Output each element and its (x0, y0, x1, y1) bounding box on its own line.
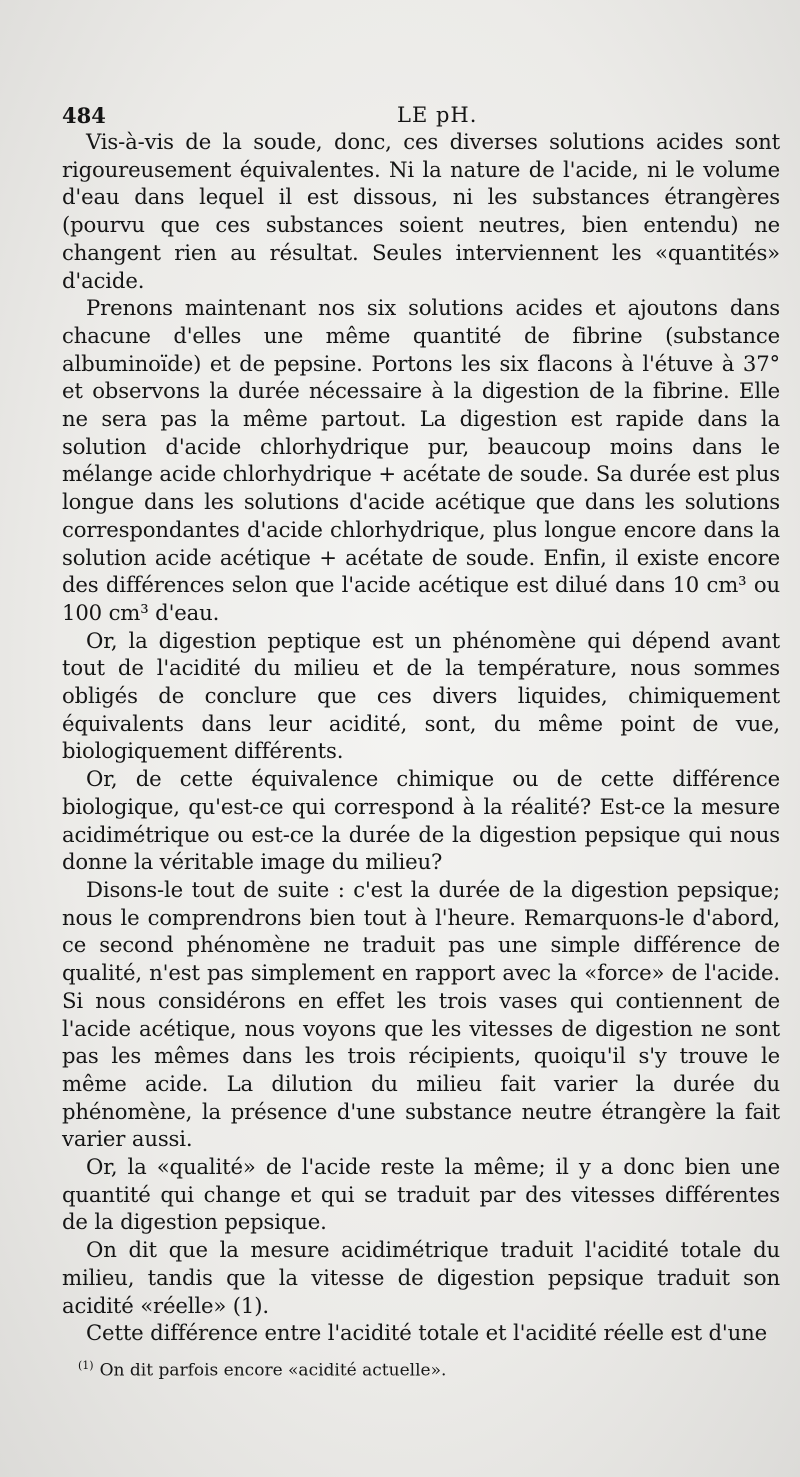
footnote-mark: (1) (78, 1359, 94, 1372)
paragraph: On dit que la mesure acidimétrique traduit l'acidité totale du milieu, tandis que la vitesse de digestion pepsique traduit son acidité «réelle» (1). (62, 1237, 780, 1318)
page-number: 484 (62, 103, 106, 128)
body-text (62, 128, 780, 1347)
paragraph: Prenons maintenant nos six solutions acides et ajoutons dans chacune d'elles une même quantité de fibrine (substance albuminoïde) et de pepsine. Portons les six flacons à l'étuve à 37° et observons la durée nécessaire à la digestion de la fibrine. Elle ne sera pas la même partout. La digestion est rapide dans la solution d'acide chlorhydrique pur, beaucoup moins dans le mélange acide chlorhydrique + acétate de soude. Sa durée est plus longue dans les solutions d'acide acétique que dans les solutions correspondantes d'acide chlorhydrique, plus longue encore dans la solution acide acétique + acétate de soude. Enfin, il existe encore des différences selon que l'acide acétique est dilué dans 10 cm³ ou 100 cm³ d'eau. (62, 295, 780, 625)
paragraph: Vis-à-vis de la soude, donc, ces diverses solutions acides sont rigoureusement équivalentes. Ni la nature de l'acide, ni le volume d'eau dans lequel il est dissous, ni les substances étrangères (pourvu que ces substances soient neutres, bien entendu) ne changent rien au résultat. Seules interviennent les «quantités» d'acide. (62, 129, 780, 293)
paragraph: Disons-le tout de suite : c'est la durée de la digestion pepsique; nous le comprendrons bien tout à l'heure. Remarquons-le d'abord, ce second phénomène ne traduit pas une simple différence de qualité, n'est pas simplement en rapport avec la «force» de l'acide. Si nous considérons en effet les trois vases qui contiennent de l'acide acétique, nous voyons que les vitesses de digestion ne sont pas les mêmes dans les trois récipients, quoiqu'il s'y trouve le même acide. La dilution du milieu fait varier la durée du phénomène, la présence d'une substance neutre étrangère la fait varier aussi. (62, 876, 780, 1152)
paragraph: Cette différence entre l'acidité totale et l'acidité réelle est d'une (86, 1320, 767, 1346)
running-head: LE pH. (397, 103, 478, 127)
paragraph: Or, la digestion peptique est un phénomène qui dépend avant tout de l'acidité du milieu et de la température, nous sommes obligés de conclure que ces divers liquides, chimiquement équivalents dans leur acidité, sont, du même point de vue, biologiquement différents. (62, 627, 780, 764)
paragraph: Or, de cette équivalence chimique ou de cette différence biologique, qu'est-ce qui correspond à la réalité? Est-ce la mesure acidimétrique ou est-ce la durée de la digestion pepsique qui nous donne la véritable image du milieu? (62, 766, 780, 875)
footnote (78, 1355, 758, 1382)
paragraph: Or, la «qualité» de l'acide reste la même; il y a donc bien une quantité qui change et qui se traduit par des vitesses différentes de la digestion pepsique. (62, 1154, 780, 1235)
footnote-text: On dit parfois encore «acidité actuelle». (99, 1360, 447, 1381)
page-header (62, 103, 760, 127)
